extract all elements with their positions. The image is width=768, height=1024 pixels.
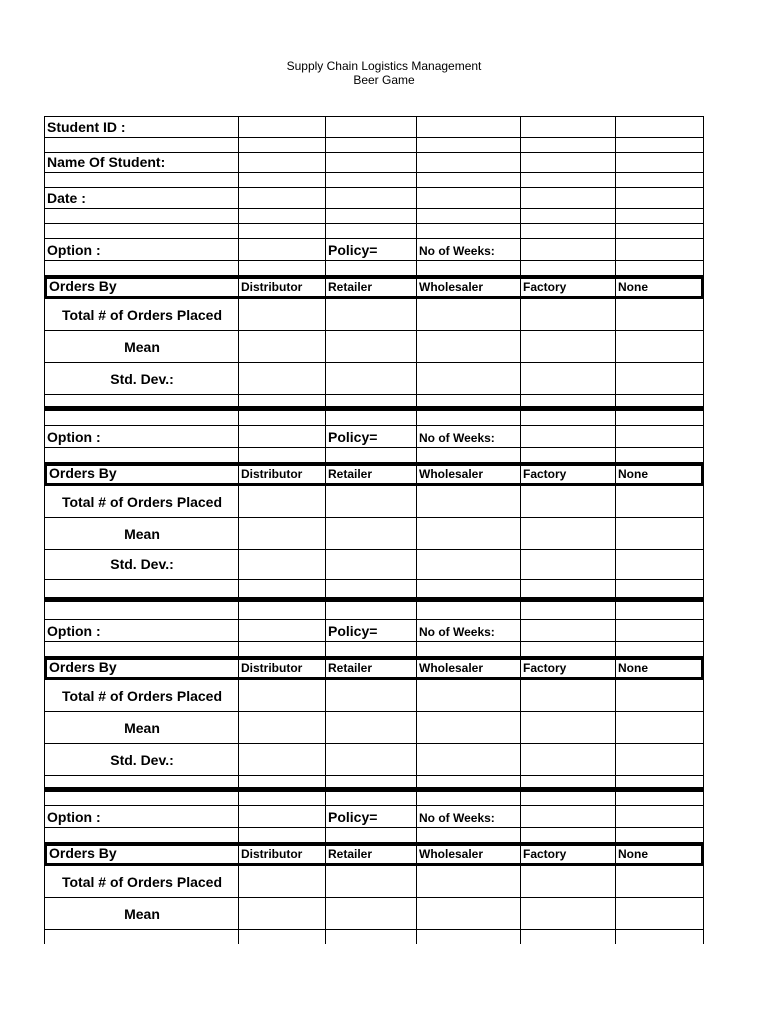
sheet-cell[interactable] bbox=[416, 620, 521, 642]
sheet-cell[interactable] bbox=[520, 116, 616, 138]
total-orders-row-label: Total # of Orders Placed bbox=[61, 873, 222, 890]
sheet-cell[interactable] bbox=[44, 486, 239, 518]
sheet-cell[interactable] bbox=[416, 712, 521, 744]
sheet-cell[interactable] bbox=[44, 642, 239, 657]
sheet-cell[interactable] bbox=[44, 299, 239, 331]
sheet-cell[interactable] bbox=[615, 261, 704, 276]
sheet-cell[interactable] bbox=[325, 448, 417, 463]
sheet-cell[interactable] bbox=[520, 486, 616, 518]
sheet-cell[interactable] bbox=[238, 188, 326, 209]
column-header-retailer: Retailer bbox=[328, 847, 373, 861]
policy-label: Policy= bbox=[328, 429, 378, 445]
sheet-cell[interactable] bbox=[44, 828, 239, 843]
orders-by-label: Orders By bbox=[49, 278, 117, 294]
sheet-cell[interactable] bbox=[238, 518, 326, 550]
sheet-cell[interactable] bbox=[615, 363, 704, 395]
weeks-label: No of Weeks: bbox=[419, 811, 495, 825]
orders-by-row bbox=[44, 276, 704, 299]
column-header-none: None bbox=[618, 280, 648, 294]
sheet-cell[interactable] bbox=[238, 548, 326, 580]
blank-row bbox=[44, 411, 704, 426]
sheet-cell[interactable] bbox=[238, 209, 326, 224]
sheet-cell[interactable] bbox=[615, 188, 704, 209]
total-orders-row bbox=[44, 866, 704, 898]
option-label: Option : bbox=[47, 623, 101, 639]
sheet-cell[interactable] bbox=[44, 657, 239, 680]
sheet-cell[interactable] bbox=[416, 363, 521, 395]
blank-row bbox=[44, 930, 704, 944]
sheet-cell[interactable] bbox=[325, 363, 417, 395]
sheet-cell[interactable] bbox=[44, 898, 239, 930]
sheet-cell[interactable] bbox=[44, 331, 239, 363]
sheet-cell[interactable] bbox=[238, 299, 326, 331]
std-dev-row bbox=[44, 363, 704, 395]
sheet-cell[interactable] bbox=[615, 486, 704, 518]
sheet-cell[interactable] bbox=[325, 426, 417, 448]
sheet-cell[interactable] bbox=[238, 224, 326, 239]
date-label: Date : bbox=[47, 190, 86, 206]
mean-row-label: Mean bbox=[124, 338, 160, 355]
blank-row bbox=[44, 448, 704, 463]
sheet-cell[interactable] bbox=[325, 261, 417, 276]
sheet-cell[interactable] bbox=[325, 602, 417, 620]
sheet-cell[interactable] bbox=[520, 173, 616, 188]
sheet-cell[interactable] bbox=[615, 657, 704, 680]
sheet-cell[interactable] bbox=[416, 276, 521, 299]
sheet-cell[interactable] bbox=[416, 486, 521, 518]
total-orders-row bbox=[44, 486, 704, 518]
sheet-cell[interactable] bbox=[44, 224, 239, 239]
column-header-distributor: Distributor bbox=[241, 467, 303, 481]
column-header-distributor: Distributor bbox=[241, 280, 303, 294]
sheet-cell[interactable] bbox=[615, 642, 704, 657]
sheet-cell[interactable] bbox=[416, 792, 521, 806]
sheet-cell[interactable] bbox=[416, 657, 521, 680]
sheet-cell[interactable] bbox=[615, 448, 704, 463]
column-header-retailer: Retailer bbox=[328, 280, 373, 294]
sheet-cell[interactable] bbox=[325, 116, 417, 138]
sheet-cell[interactable] bbox=[44, 602, 239, 620]
sheet-cell[interactable] bbox=[238, 744, 326, 776]
sheet-cell[interactable] bbox=[520, 224, 616, 239]
sheet-cell[interactable] bbox=[520, 138, 616, 153]
sheet-cell[interactable] bbox=[615, 239, 704, 261]
sheet-cell[interactable] bbox=[238, 239, 326, 261]
sheet-cell[interactable] bbox=[238, 620, 326, 642]
sheet-cell[interactable] bbox=[238, 411, 326, 426]
sheet-cell[interactable] bbox=[44, 744, 239, 776]
date-row bbox=[44, 188, 704, 209]
sheet-cell[interactable] bbox=[238, 930, 326, 944]
sheet-cell[interactable] bbox=[238, 463, 326, 486]
sheet-cell[interactable] bbox=[520, 239, 616, 261]
sheet-cell[interactable] bbox=[416, 843, 521, 866]
sheet-cell[interactable] bbox=[416, 642, 521, 657]
sheet-cell[interactable] bbox=[238, 712, 326, 744]
sheet-cell[interactable] bbox=[325, 580, 417, 598]
student-name-label: Name Of Student: bbox=[47, 154, 166, 170]
sheet-cell[interactable] bbox=[520, 363, 616, 395]
spreadsheet-grid bbox=[44, 116, 704, 944]
sheet-cell[interactable] bbox=[615, 411, 704, 426]
sheet-cell[interactable] bbox=[238, 173, 326, 188]
orders-by-label: Orders By bbox=[49, 845, 117, 861]
sheet-cell[interactable] bbox=[416, 261, 521, 276]
total-orders-row-label: Total # of Orders Placed bbox=[61, 687, 222, 704]
column-header-distributor: Distributor bbox=[241, 847, 303, 861]
option-row bbox=[44, 620, 704, 642]
sheet-cell[interactable] bbox=[44, 463, 239, 486]
sheet-cell[interactable] bbox=[416, 930, 521, 944]
sheet-cell[interactable] bbox=[44, 548, 239, 580]
sheet-cell[interactable] bbox=[416, 744, 521, 776]
weeks-label: No of Weeks: bbox=[419, 431, 495, 445]
sheet-cell[interactable] bbox=[325, 930, 417, 944]
mean-row bbox=[44, 712, 704, 744]
sheet-cell[interactable] bbox=[520, 426, 616, 448]
blank-row bbox=[44, 828, 704, 843]
sheet-cell[interactable] bbox=[615, 548, 704, 580]
sheet-cell[interactable] bbox=[44, 580, 239, 598]
sheet-cell[interactable] bbox=[520, 680, 616, 712]
orders-by-row bbox=[44, 657, 704, 680]
sheet-cell[interactable] bbox=[416, 224, 521, 239]
mean-row-label: Mean bbox=[124, 525, 160, 542]
sheet-cell[interactable] bbox=[615, 116, 704, 138]
sheet-cell[interactable] bbox=[615, 680, 704, 712]
sheet-cell[interactable] bbox=[44, 411, 239, 426]
blank-row bbox=[44, 602, 704, 620]
sheet-cell[interactable] bbox=[416, 188, 521, 209]
sheet-cell[interactable] bbox=[615, 580, 704, 598]
option-label: Option : bbox=[47, 242, 101, 258]
sheet-cell[interactable] bbox=[520, 188, 616, 209]
sheet-cell[interactable] bbox=[44, 426, 239, 448]
sheet-cell[interactable] bbox=[325, 209, 417, 224]
sheet-cell[interactable] bbox=[325, 411, 417, 426]
sheet-cell[interactable] bbox=[325, 712, 417, 744]
sheet-cell[interactable] bbox=[615, 866, 704, 898]
sheet-cell[interactable] bbox=[416, 448, 521, 463]
option-label: Option : bbox=[47, 429, 101, 445]
sheet-cell[interactable] bbox=[44, 239, 239, 261]
orders-by-label: Orders By bbox=[49, 659, 117, 675]
sheet-cell[interactable] bbox=[520, 712, 616, 744]
sheet-cell[interactable] bbox=[520, 153, 616, 173]
sheet-cell[interactable] bbox=[520, 463, 616, 486]
sheet-cell[interactable] bbox=[615, 792, 704, 806]
sheet-cell[interactable] bbox=[44, 930, 239, 944]
sheet-cell[interactable] bbox=[416, 411, 521, 426]
column-header-factory: Factory bbox=[523, 661, 567, 675]
sheet-cell[interactable] bbox=[44, 209, 239, 224]
sheet-cell[interactable] bbox=[416, 209, 521, 224]
column-header-retailer: Retailer bbox=[328, 467, 373, 481]
sheet-cell[interactable] bbox=[44, 843, 239, 866]
sheet-cell[interactable] bbox=[416, 426, 521, 448]
sheet-cell[interactable] bbox=[238, 331, 326, 363]
sheet-cell[interactable] bbox=[325, 331, 417, 363]
sheet-cell[interactable] bbox=[238, 657, 326, 680]
sheet-cell[interactable] bbox=[416, 580, 521, 598]
sheet-cell[interactable] bbox=[416, 866, 521, 898]
sheet-cell[interactable] bbox=[238, 153, 326, 173]
sheet-cell[interactable] bbox=[44, 188, 239, 209]
sheet-cell[interactable] bbox=[520, 930, 616, 944]
sheet-cell[interactable] bbox=[416, 602, 521, 620]
sheet-cell[interactable] bbox=[238, 602, 326, 620]
sheet-cell[interactable] bbox=[615, 518, 704, 550]
sheet-cell[interactable] bbox=[325, 843, 417, 866]
sheet-cell[interactable] bbox=[325, 486, 417, 518]
sheet-cell[interactable] bbox=[325, 548, 417, 580]
column-header-none: None bbox=[618, 661, 648, 675]
sheet-cell[interactable] bbox=[238, 642, 326, 657]
sheet-cell[interactable] bbox=[44, 866, 239, 898]
sheet-cell[interactable] bbox=[44, 792, 239, 806]
sheet-cell[interactable] bbox=[615, 843, 704, 866]
sheet-cell[interactable] bbox=[238, 843, 326, 866]
sheet-cell[interactable] bbox=[325, 620, 417, 642]
student-id-label: Student ID : bbox=[47, 119, 126, 135]
sheet-cell[interactable] bbox=[325, 792, 417, 806]
sheet-cell[interactable] bbox=[416, 173, 521, 188]
sheet-cell[interactable] bbox=[520, 261, 616, 276]
sheet-cell[interactable] bbox=[325, 806, 417, 828]
column-header-factory: Factory bbox=[523, 467, 567, 481]
sheet-cell[interactable] bbox=[238, 276, 326, 299]
mean-row-label: Mean bbox=[124, 719, 160, 736]
student-id-row bbox=[44, 116, 704, 138]
sheet-cell[interactable] bbox=[238, 448, 326, 463]
document-subtitle: Beer Game bbox=[353, 73, 415, 87]
sheet-cell[interactable] bbox=[520, 411, 616, 426]
sheet-cell[interactable] bbox=[325, 153, 417, 173]
sheet-cell[interactable] bbox=[520, 866, 616, 898]
sheet-cell[interactable] bbox=[416, 806, 521, 828]
sheet-cell[interactable] bbox=[44, 712, 239, 744]
sheet-cell[interactable] bbox=[520, 602, 616, 620]
sheet-cell[interactable] bbox=[238, 806, 326, 828]
sheet-cell[interactable] bbox=[520, 843, 616, 866]
sheet-cell[interactable] bbox=[416, 153, 521, 173]
sheet-cell[interactable] bbox=[520, 299, 616, 331]
column-header-wholesaler: Wholesaler bbox=[419, 661, 484, 675]
sheet-cell[interactable] bbox=[44, 276, 239, 299]
mean-row bbox=[44, 518, 704, 550]
sheet-cell[interactable] bbox=[520, 806, 616, 828]
sheet-cell[interactable] bbox=[520, 580, 616, 598]
sheet-cell[interactable] bbox=[416, 331, 521, 363]
sheet-cell[interactable] bbox=[325, 276, 417, 299]
std-dev-row bbox=[44, 744, 704, 776]
sheet-cell[interactable] bbox=[44, 173, 239, 188]
sheet-cell[interactable] bbox=[520, 898, 616, 930]
mean-row bbox=[44, 331, 704, 363]
option-row bbox=[44, 239, 704, 261]
sheet-cell[interactable] bbox=[416, 239, 521, 261]
sheet-cell[interactable] bbox=[238, 261, 326, 276]
sheet-cell[interactable] bbox=[325, 463, 417, 486]
sheet-cell[interactable] bbox=[520, 276, 616, 299]
sheet-cell[interactable] bbox=[416, 898, 521, 930]
orders-by-row bbox=[44, 843, 704, 866]
sheet-cell[interactable] bbox=[238, 138, 326, 153]
sheet-cell[interactable] bbox=[44, 806, 239, 828]
sheet-cell[interactable] bbox=[615, 744, 704, 776]
sheet-cell[interactable] bbox=[238, 426, 326, 448]
weeks-label: No of Weeks: bbox=[419, 244, 495, 258]
student-name-row bbox=[44, 153, 704, 173]
mean-row-label: Mean bbox=[124, 905, 160, 922]
orders-by-label: Orders By bbox=[49, 465, 117, 481]
sheet-cell[interactable] bbox=[416, 518, 521, 550]
sheet-cell[interactable] bbox=[325, 744, 417, 776]
sheet-cell[interactable] bbox=[615, 828, 704, 843]
sheet-cell[interactable] bbox=[325, 828, 417, 843]
std-dev-row-label: Std. Dev.: bbox=[110, 370, 174, 387]
column-header-none: None bbox=[618, 847, 648, 861]
sheet-cell[interactable] bbox=[325, 642, 417, 657]
sheet-cell[interactable] bbox=[238, 680, 326, 712]
sheet-cell[interactable] bbox=[615, 224, 704, 239]
sheet-cell[interactable] bbox=[520, 828, 616, 843]
blank-row bbox=[44, 224, 704, 239]
sheet-cell[interactable] bbox=[520, 331, 616, 363]
sheet-cell[interactable] bbox=[44, 116, 239, 138]
sheet-cell[interactable] bbox=[615, 712, 704, 744]
sheet-cell[interactable] bbox=[238, 116, 326, 138]
total-orders-row-label: Total # of Orders Placed bbox=[61, 493, 222, 510]
column-header-wholesaler: Wholesaler bbox=[419, 467, 484, 481]
sheet-cell[interactable] bbox=[416, 548, 521, 580]
column-header-wholesaler: Wholesaler bbox=[419, 847, 484, 861]
sheet-cell[interactable] bbox=[325, 898, 417, 930]
orders-by-row bbox=[44, 463, 704, 486]
option-label: Option : bbox=[47, 809, 101, 825]
column-header-factory: Factory bbox=[523, 280, 567, 294]
sheet-cell[interactable] bbox=[238, 898, 326, 930]
sheet-cell[interactable] bbox=[520, 792, 616, 806]
sheet-cell[interactable] bbox=[520, 518, 616, 550]
sheet-cell[interactable] bbox=[238, 866, 326, 898]
column-header-retailer: Retailer bbox=[328, 661, 373, 675]
sheet-cell[interactable] bbox=[615, 331, 704, 363]
document-title: Supply Chain Logistics Management bbox=[286, 59, 482, 73]
column-header-distributor: Distributor bbox=[241, 661, 303, 675]
blank-row bbox=[44, 792, 704, 806]
option-row bbox=[44, 806, 704, 828]
sheet-cell[interactable] bbox=[615, 299, 704, 331]
sheet-cell[interactable] bbox=[520, 657, 616, 680]
sheet-cell[interactable] bbox=[44, 261, 239, 276]
std-dev-row bbox=[44, 548, 704, 580]
sheet-cell[interactable] bbox=[325, 173, 417, 188]
sheet-cell[interactable] bbox=[44, 363, 239, 395]
sheet-cell[interactable] bbox=[615, 602, 704, 620]
sheet-cell[interactable] bbox=[238, 580, 326, 598]
sheet-cell[interactable] bbox=[416, 299, 521, 331]
sheet-cell[interactable] bbox=[615, 463, 704, 486]
sheet-cell[interactable] bbox=[238, 363, 326, 395]
sheet-cell[interactable] bbox=[325, 680, 417, 712]
policy-label: Policy= bbox=[328, 623, 378, 639]
blank-row bbox=[44, 642, 704, 657]
sheet-cell[interactable] bbox=[416, 463, 521, 486]
sheet-cell[interactable] bbox=[238, 486, 326, 518]
sheet-cell[interactable] bbox=[44, 518, 239, 550]
std-dev-row-label: Std. Dev.: bbox=[110, 555, 174, 572]
policy-label: Policy= bbox=[328, 809, 378, 825]
total-orders-row-label: Total # of Orders Placed bbox=[61, 306, 222, 323]
column-header-factory: Factory bbox=[523, 847, 567, 861]
sheet-cell[interactable] bbox=[44, 680, 239, 712]
sheet-cell[interactable] bbox=[416, 828, 521, 843]
sheet-cell[interactable] bbox=[615, 426, 704, 448]
blank-row bbox=[44, 580, 704, 598]
sheet-cell[interactable] bbox=[325, 138, 417, 153]
total-orders-row bbox=[44, 299, 704, 331]
std-dev-row-label: Std. Dev.: bbox=[110, 751, 174, 768]
sheet-cell[interactable] bbox=[520, 448, 616, 463]
sheet-cell[interactable] bbox=[615, 153, 704, 173]
sheet-cell[interactable] bbox=[615, 276, 704, 299]
sheet-cell[interactable] bbox=[520, 548, 616, 580]
sheet-cell[interactable] bbox=[44, 138, 239, 153]
sheet-cell[interactable] bbox=[325, 866, 417, 898]
sheet-cell[interactable] bbox=[325, 657, 417, 680]
sheet-cell[interactable] bbox=[325, 299, 417, 331]
column-header-wholesaler: Wholesaler bbox=[419, 280, 484, 294]
sheet-cell[interactable] bbox=[325, 239, 417, 261]
column-header-none: None bbox=[618, 467, 648, 481]
sheet-cell[interactable] bbox=[615, 930, 704, 944]
sheet-cell[interactable] bbox=[520, 744, 616, 776]
sheet-cell[interactable] bbox=[615, 209, 704, 224]
weeks-label: No of Weeks: bbox=[419, 625, 495, 639]
sheet-cell[interactable] bbox=[325, 188, 417, 209]
sheet-cell[interactable] bbox=[325, 518, 417, 550]
sheet-cell[interactable] bbox=[44, 153, 239, 173]
sheet-cell[interactable] bbox=[615, 898, 704, 930]
sheet-cell[interactable] bbox=[416, 138, 521, 153]
mean-row bbox=[44, 898, 704, 930]
sheet-cell[interactable] bbox=[44, 620, 239, 642]
sheet-cell[interactable] bbox=[520, 642, 616, 657]
sheet-cell[interactable] bbox=[520, 620, 616, 642]
total-orders-row bbox=[44, 680, 704, 712]
sheet-cell[interactable] bbox=[238, 792, 326, 806]
option-row bbox=[44, 426, 704, 448]
policy-label: Policy= bbox=[328, 242, 378, 258]
blank-row bbox=[44, 138, 704, 153]
sheet-cell[interactable] bbox=[44, 448, 239, 463]
blank-row bbox=[44, 173, 704, 188]
sheet-cell[interactable] bbox=[520, 209, 616, 224]
sheet-cell[interactable] bbox=[416, 116, 521, 138]
sheet-cell[interactable] bbox=[615, 173, 704, 188]
blank-row bbox=[44, 209, 704, 224]
blank-row bbox=[44, 261, 704, 276]
sheet-cell[interactable] bbox=[615, 138, 704, 153]
sheet-cell[interactable] bbox=[615, 806, 704, 828]
sheet-cell[interactable] bbox=[615, 620, 704, 642]
sheet-cell[interactable] bbox=[325, 224, 417, 239]
sheet-cell[interactable] bbox=[416, 680, 521, 712]
sheet-cell[interactable] bbox=[238, 828, 326, 843]
